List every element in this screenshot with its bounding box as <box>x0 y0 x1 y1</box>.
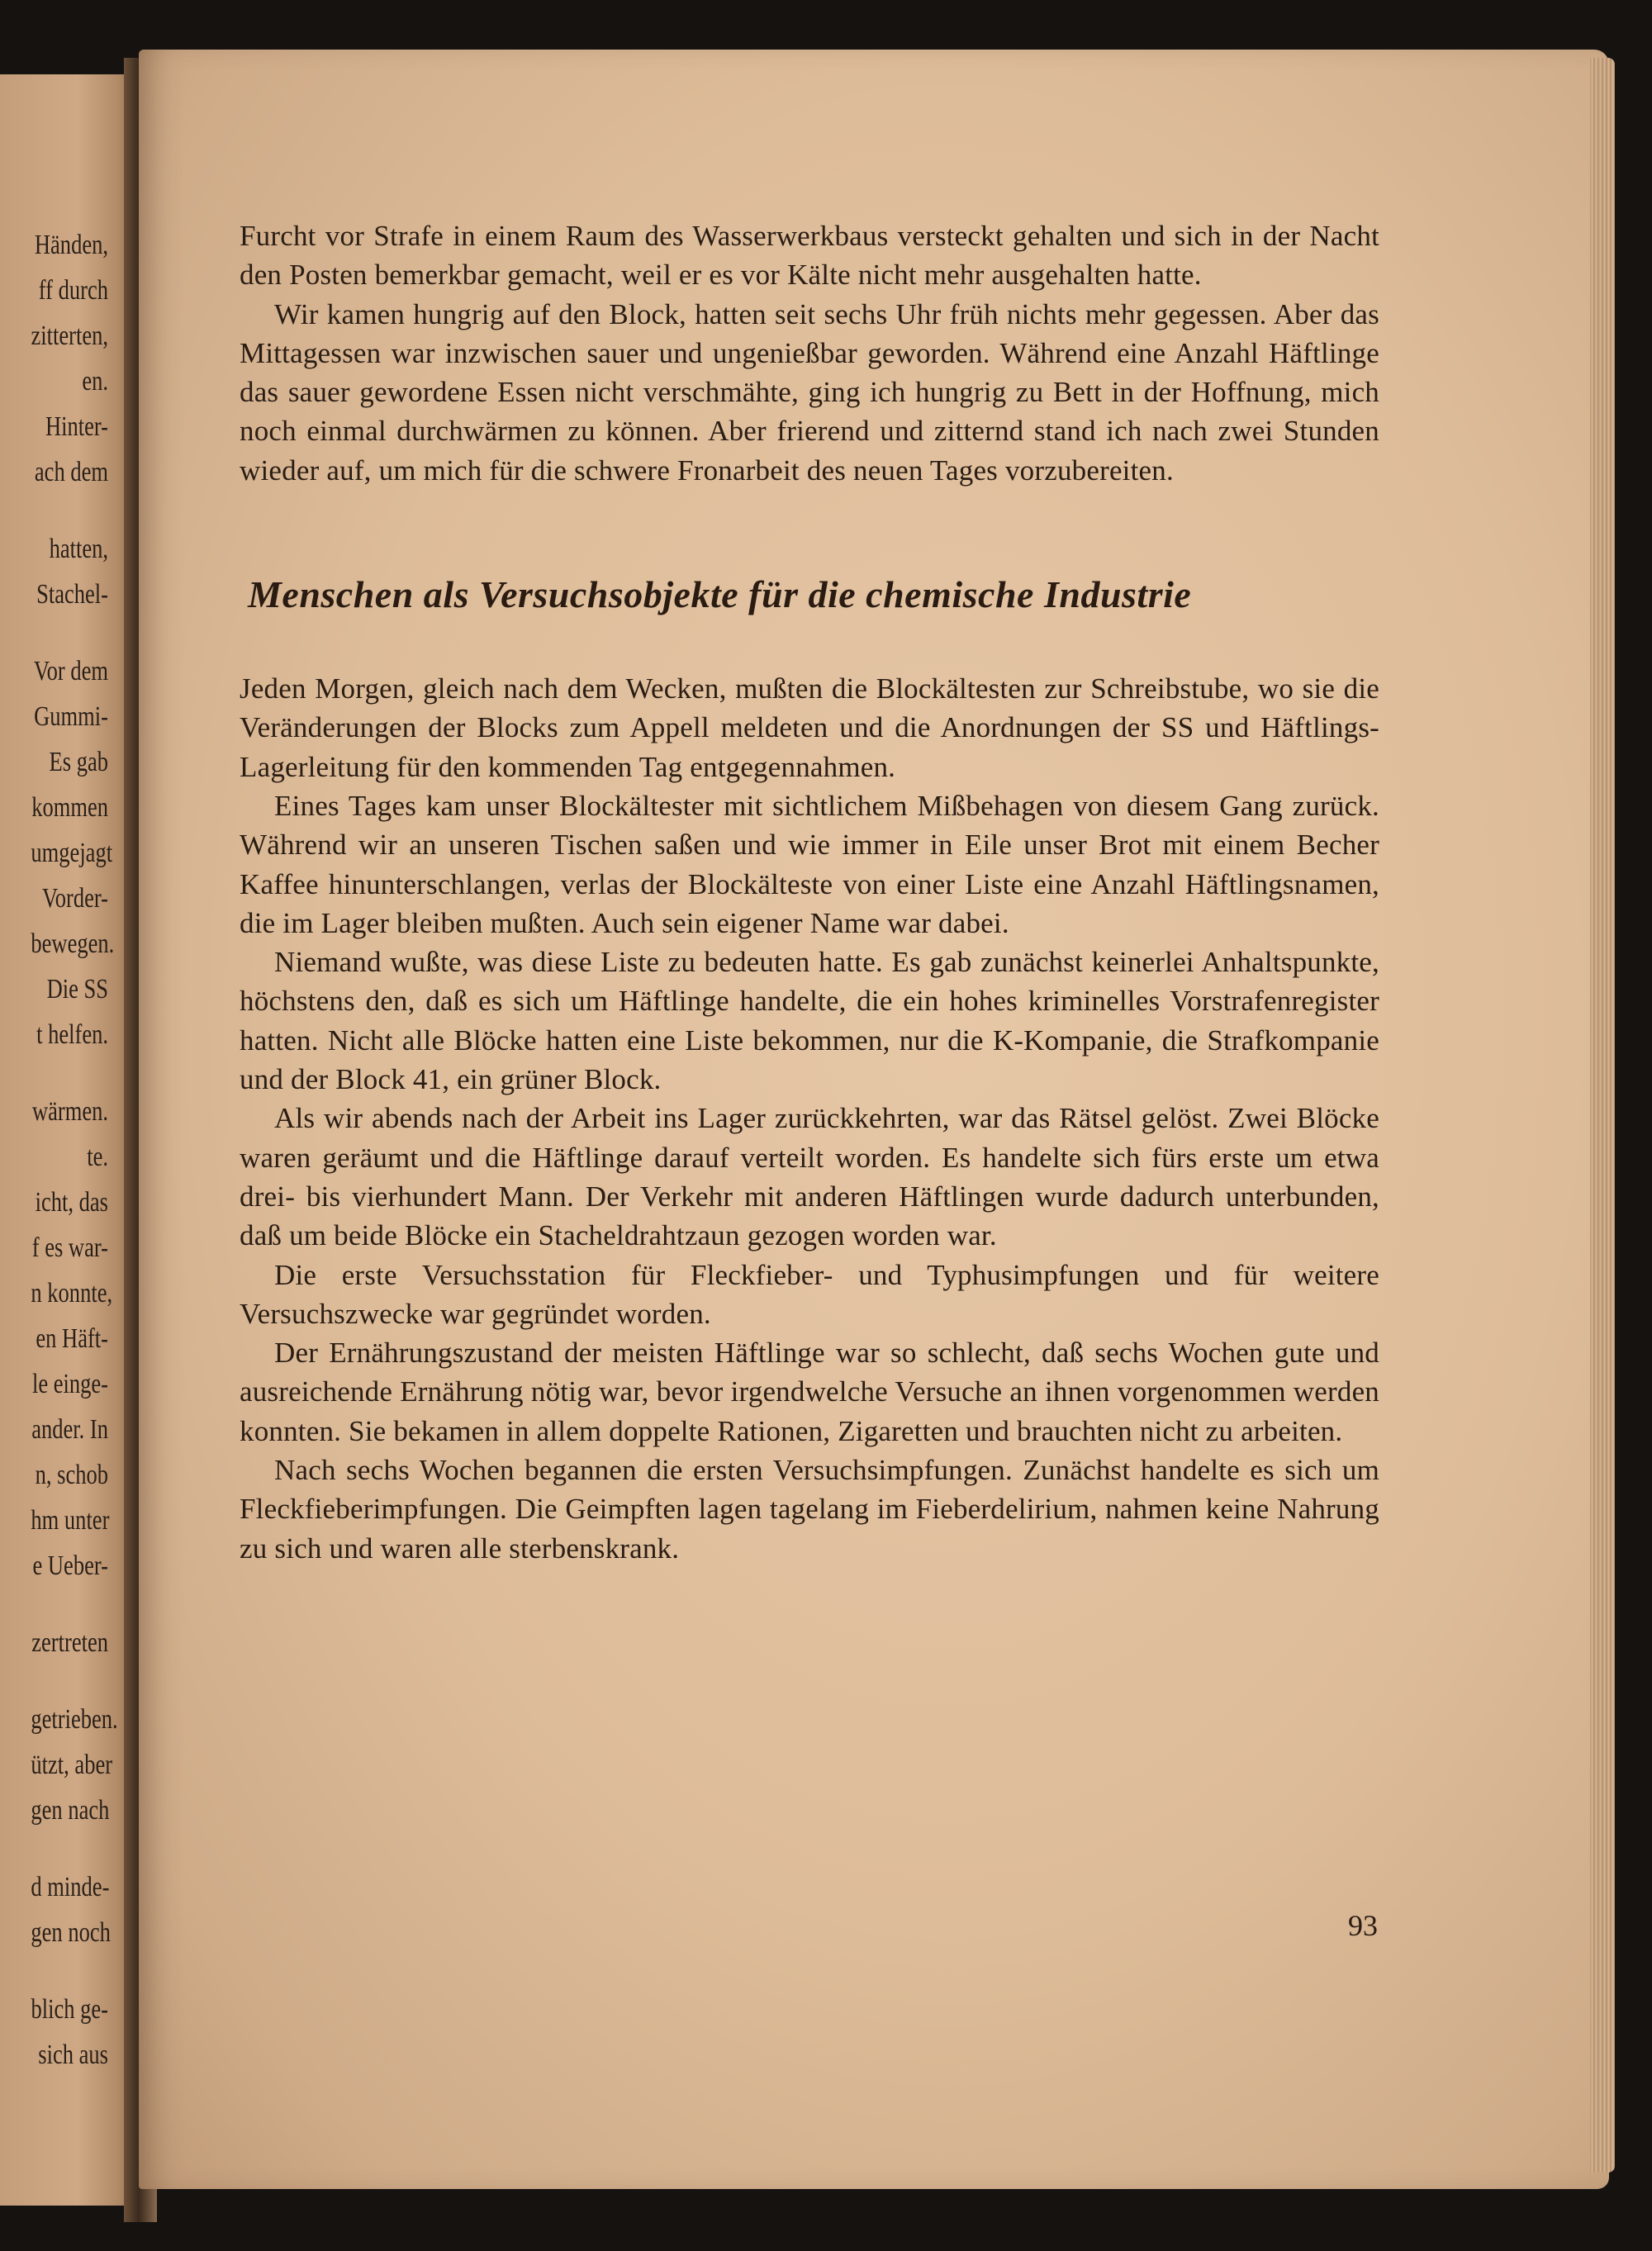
left-page-line: hm unter <box>31 1505 110 1536</box>
section-heading: Menschen als Versuchsobjekte für die chemische Industrie <box>248 573 1192 616</box>
left-page-line: umgejagt <box>31 838 113 868</box>
left-page-gap <box>0 1598 140 1629</box>
paragraph: Jeden Morgen, gleich nach dem Wecken, mußten die Blockältesten zur Schreibstube, wo sie die Veränderungen der Blocks zum Appell meldeten und die Anordnungen der SS und Häftlings-Lagerleitung für den kommenden Tag entgegennahmen. <box>240 672 1379 783</box>
left-page-line: ander. In <box>31 1414 109 1445</box>
page-content <box>240 216 1379 1568</box>
left-page-line: Es gab <box>49 747 108 777</box>
left-page <box>0 74 140 2206</box>
left-page-line: sich aus <box>38 2040 108 2070</box>
left-page-line: zitterten, <box>31 321 108 351</box>
left-page-line: Hinter- <box>45 411 108 442</box>
left-page-line: getrieben. <box>31 1704 118 1735</box>
left-page-line: blich ge- <box>31 1994 109 2025</box>
left-page-line: ach dem <box>34 457 108 487</box>
left-page-line: Die SS <box>46 974 108 1004</box>
left-page-line: bewegen. <box>31 928 115 959</box>
left-page-line: Vor dem <box>33 656 108 686</box>
left-page-line: d minde- <box>31 1872 110 1902</box>
left-page-gap <box>0 504 140 535</box>
page-number: 93 <box>1348 1909 1378 1942</box>
left-page-line: n konnte, <box>31 1278 113 1308</box>
paragraph: Die erste Versuchsstation für Fleckfieber- und Typhusimpfungen und für weitere Versuchszwecke war gegründet worden. <box>240 1258 1379 1330</box>
paragraph-continued: Furcht vor Strafe in einem Raum des Wasserwerkbaus versteckt gehalten und sich in der Nacht den Posten bemerkbar gemacht, weil er es vor Kälte nicht mehr ausgehalten hatte. <box>240 220 1379 292</box>
left-page-line: t helfen. <box>36 1019 108 1050</box>
left-page-line: ff durch <box>38 275 108 306</box>
left-page-line: Stachel- <box>36 579 108 610</box>
paragraph: Niemand wußte, was diese Liste zu bedeuten hatte. Es gab zunächst keinerlei Anhaltspunkte, höchstens den, daß es sich um Häftlinge handelte, die ein hohes kriminelles Vorstrafenregister hatten. Nicht alle Blöcke hatten eine Liste bekommen, nur die K-Kompanie, die Strafkompanie und der Block 41, ein grüner Block. <box>240 946 1379 1096</box>
left-page-line: le einge- <box>31 1369 109 1399</box>
left-page-line: gen noch <box>31 1917 111 1948</box>
left-page-line: zertreten <box>31 1627 108 1658</box>
left-page-gap <box>0 1842 140 1873</box>
left-page-gap <box>0 1066 140 1098</box>
left-page-line: en. <box>82 366 108 397</box>
left-page-line: ützt, aber <box>31 1750 113 1780</box>
left-page-line: Vorder- <box>42 883 108 914</box>
paragraph: Nach sechs Wochen begannen die ersten Versuchsimpfungen. Zunächst handelte es sich um Fleckfieberimpfungen. Die Geimpften lagen tagelang im Fieberdelirium, nahmen keine Nahrung zu sich und waren alle sterbenskrank. <box>240 1454 1379 1565</box>
left-page-gap <box>0 1674 140 1706</box>
left-page-line: en Häft- <box>36 1323 108 1354</box>
left-page-line: icht, das <box>35 1187 109 1218</box>
left-page-text <box>0 231 140 2087</box>
left-page-line: kommen <box>31 792 108 823</box>
left-page-line: n, schob <box>35 1460 108 1490</box>
left-page-gap <box>0 626 140 658</box>
paragraph: Eines Tages kam unser Blockältester mit sichtlichem Mißbehagen von diesem Gang zurück. Während wir an unseren Tischen saßen und wie immer in Eile unser Brot mit einem Becher Kaffee hinunterschlangen, verlas der Blockälteste von einer Liste eine Anzahl Häftlingsnamen, die im Lager bleiben mußten. Auch sein eigener Name war dabei. <box>240 789 1379 939</box>
left-page-line: e Ueber- <box>32 1551 108 1581</box>
left-page-line: hatten, <box>49 534 108 564</box>
paragraph: Der Ernährungszustand der meisten Häftlinge war so schlecht, daß sechs Wochen gute und ausreichende Ernährung nötig war, bevor irgendwelche Versuche an ihnen vorgenommen werden konnten. Sie bekamen in allem doppelte Rationen, Zigaretten und brauchten nicht zu arbeiten. <box>240 1337 1379 1447</box>
left-page-line: gen nach <box>31 1795 110 1826</box>
left-page-gap <box>0 1964 140 1996</box>
left-page-line: te. <box>87 1142 108 1172</box>
left-page-line: f es war- <box>31 1232 108 1263</box>
paragraph: Als wir abends nach der Arbeit ins Lager zurückkehrten, war das Rätsel gelöst. Zwei Blöcke waren geräumt und die Häftlinge darauf verteilt worden. Es handelte sich fürs erste um etwa drei- bis vierhundert Mann. Der Verkehr mit anderen Häftlingen wurde dadurch unterbunden, daß um beide Blöcke ein Stacheldrahtzaun gezogen worden war. <box>240 1102 1379 1252</box>
paragraph: Wir kamen hungrig auf den Block, hatten seit sechs Uhr früh nichts mehr gegessen. Aber das Mittagessen war inzwischen sauer und ungenießbar geworden. Während eine Anzahl Häftlinge das sauer gewordene Essen nicht verschmähte, ging ich hungrig zu Bett in der Hoffnung, mich noch einmal durchwärmen zu können. Aber frierend und zitternd stand ich nach zwei Stunden wieder auf, um mich für die schwere Fronarbeit des neuen Tages vorzubereiten. <box>240 297 1379 487</box>
left-page-line: Gummi- <box>34 701 109 732</box>
left-page-line: wärmen. <box>31 1096 108 1127</box>
page-edges <box>1590 58 1615 2173</box>
left-page-line: Händen, <box>34 230 108 260</box>
